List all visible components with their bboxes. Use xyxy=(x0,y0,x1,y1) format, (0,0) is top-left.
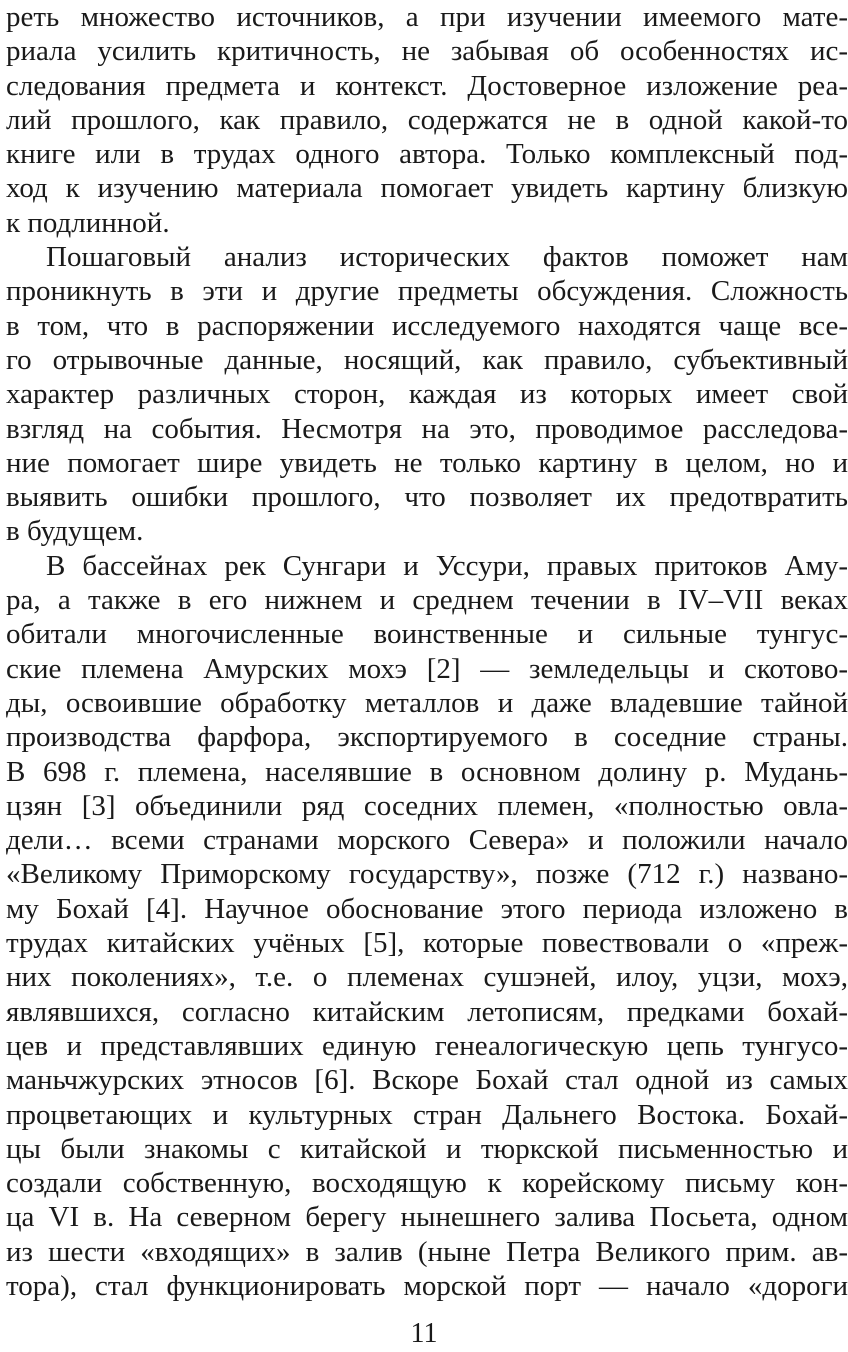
text-line: «Великому Приморскому государству», позже (712 г.) названо- xyxy=(6,858,848,891)
text-line: взгляд на события. Несмотря на это, проводимое расследова- xyxy=(6,412,848,445)
text-line: в том, что в распоряжении исследуемого находятся чаще все- xyxy=(6,309,848,342)
text-line: ние помогает шире увидеть не только картину в целом, но и xyxy=(6,446,848,479)
text-line: В бассейнах рек Сунгари и Уссури, правых притоков Аму- xyxy=(46,549,848,582)
text-line: дели… всеми странами морского Севера» и положили начало xyxy=(6,824,848,857)
text-line: из шести «входящих» в залив (ныне Петра Великого прим. ав- xyxy=(6,1235,848,1268)
text-line: выявить ошибки прошлого, что позволяет их предотвратить xyxy=(6,481,848,514)
text-line: являвшихся, согласно китайским летописям, предками бохай- xyxy=(6,995,848,1028)
text-line: производства фарфора, экспортируемого в соседние страны. xyxy=(6,721,848,754)
text-line: В 698 г. племена, населявшие в основном долину р. Мудань- xyxy=(6,755,848,788)
text-line: к подлинной. xyxy=(6,206,170,239)
text-line: ские племена Амурских мохэ [2] — земледельцы и скотово- xyxy=(6,652,848,685)
text-line: процветающих и культурных стран Дальнего Востока. Бохай- xyxy=(6,1098,848,1131)
text-line: ца VI в. На северном берегу нынешнего залива Посьета, одном xyxy=(6,1201,848,1234)
text-line: лий прошлого, как правило, содержатся не в одной какой-то xyxy=(6,103,848,136)
text-line: цы были знакомы с китайской и тюркской письменностью и xyxy=(6,1132,848,1165)
text-line: Пошаговый анализ исторических фактов поможет нам xyxy=(46,241,848,274)
text-line: характер различных сторон, каждая из которых имеет свой xyxy=(6,378,848,411)
text-line: цзян [3] объединили ряд соседних племен, «полностью овла- xyxy=(6,789,848,822)
text-line: обитали многочисленные воинственные и сильные тунгус- xyxy=(6,618,848,651)
text-line: трудах китайских учёных [5], которые повествовали о «преж- xyxy=(6,927,848,960)
text-line: создали собственную, восходящую к корейскому письму кон- xyxy=(6,1167,848,1200)
text-line: ды, освоившие обработку металлов и даже владевшие тайной xyxy=(6,686,848,719)
body-text xyxy=(6,0,848,1303)
text-line: цев и представлявших единую генеалогическую цепь тунгусо- xyxy=(6,1029,848,1062)
text-line: го отрывочные данные, носящий, как правило, субъективный xyxy=(6,343,848,376)
text-line: ход к изучению материала помогает увидеть картину близкую xyxy=(6,172,848,205)
text-line: тора), стал функционировать морской порт — начало «дороги xyxy=(6,1269,848,1302)
text-line: му Бохай [4]. Научное обоснование этого периода изложено в xyxy=(6,892,848,925)
text-line: в будущем. xyxy=(6,515,144,548)
text-line: них поколениях», т.е. о племенах сушэней, илоу, уцзи, мохэ, xyxy=(6,961,848,994)
text-line: маньчжурских этносов [6]. Вскоре Бохай стал одной из самых xyxy=(6,1064,848,1097)
text-line: риала усилить критичность, не забывая об особенностях ис- xyxy=(6,35,848,68)
text-line: реть множество источников, а при изучении имеемого мате- xyxy=(6,1,848,33)
text-line: следования предмета и контекст. Достоверное изложение реа- xyxy=(6,69,848,102)
text-line: книге или в трудах одного автора. Только комплексный под- xyxy=(6,138,848,171)
text-line: проникнуть в эти и другие предметы обсуждения. Сложность xyxy=(6,275,848,308)
text-line: ра, а также в его нижнем и среднем течении в IV–VII веках xyxy=(6,584,848,617)
page-number: 11 xyxy=(410,1318,438,1349)
